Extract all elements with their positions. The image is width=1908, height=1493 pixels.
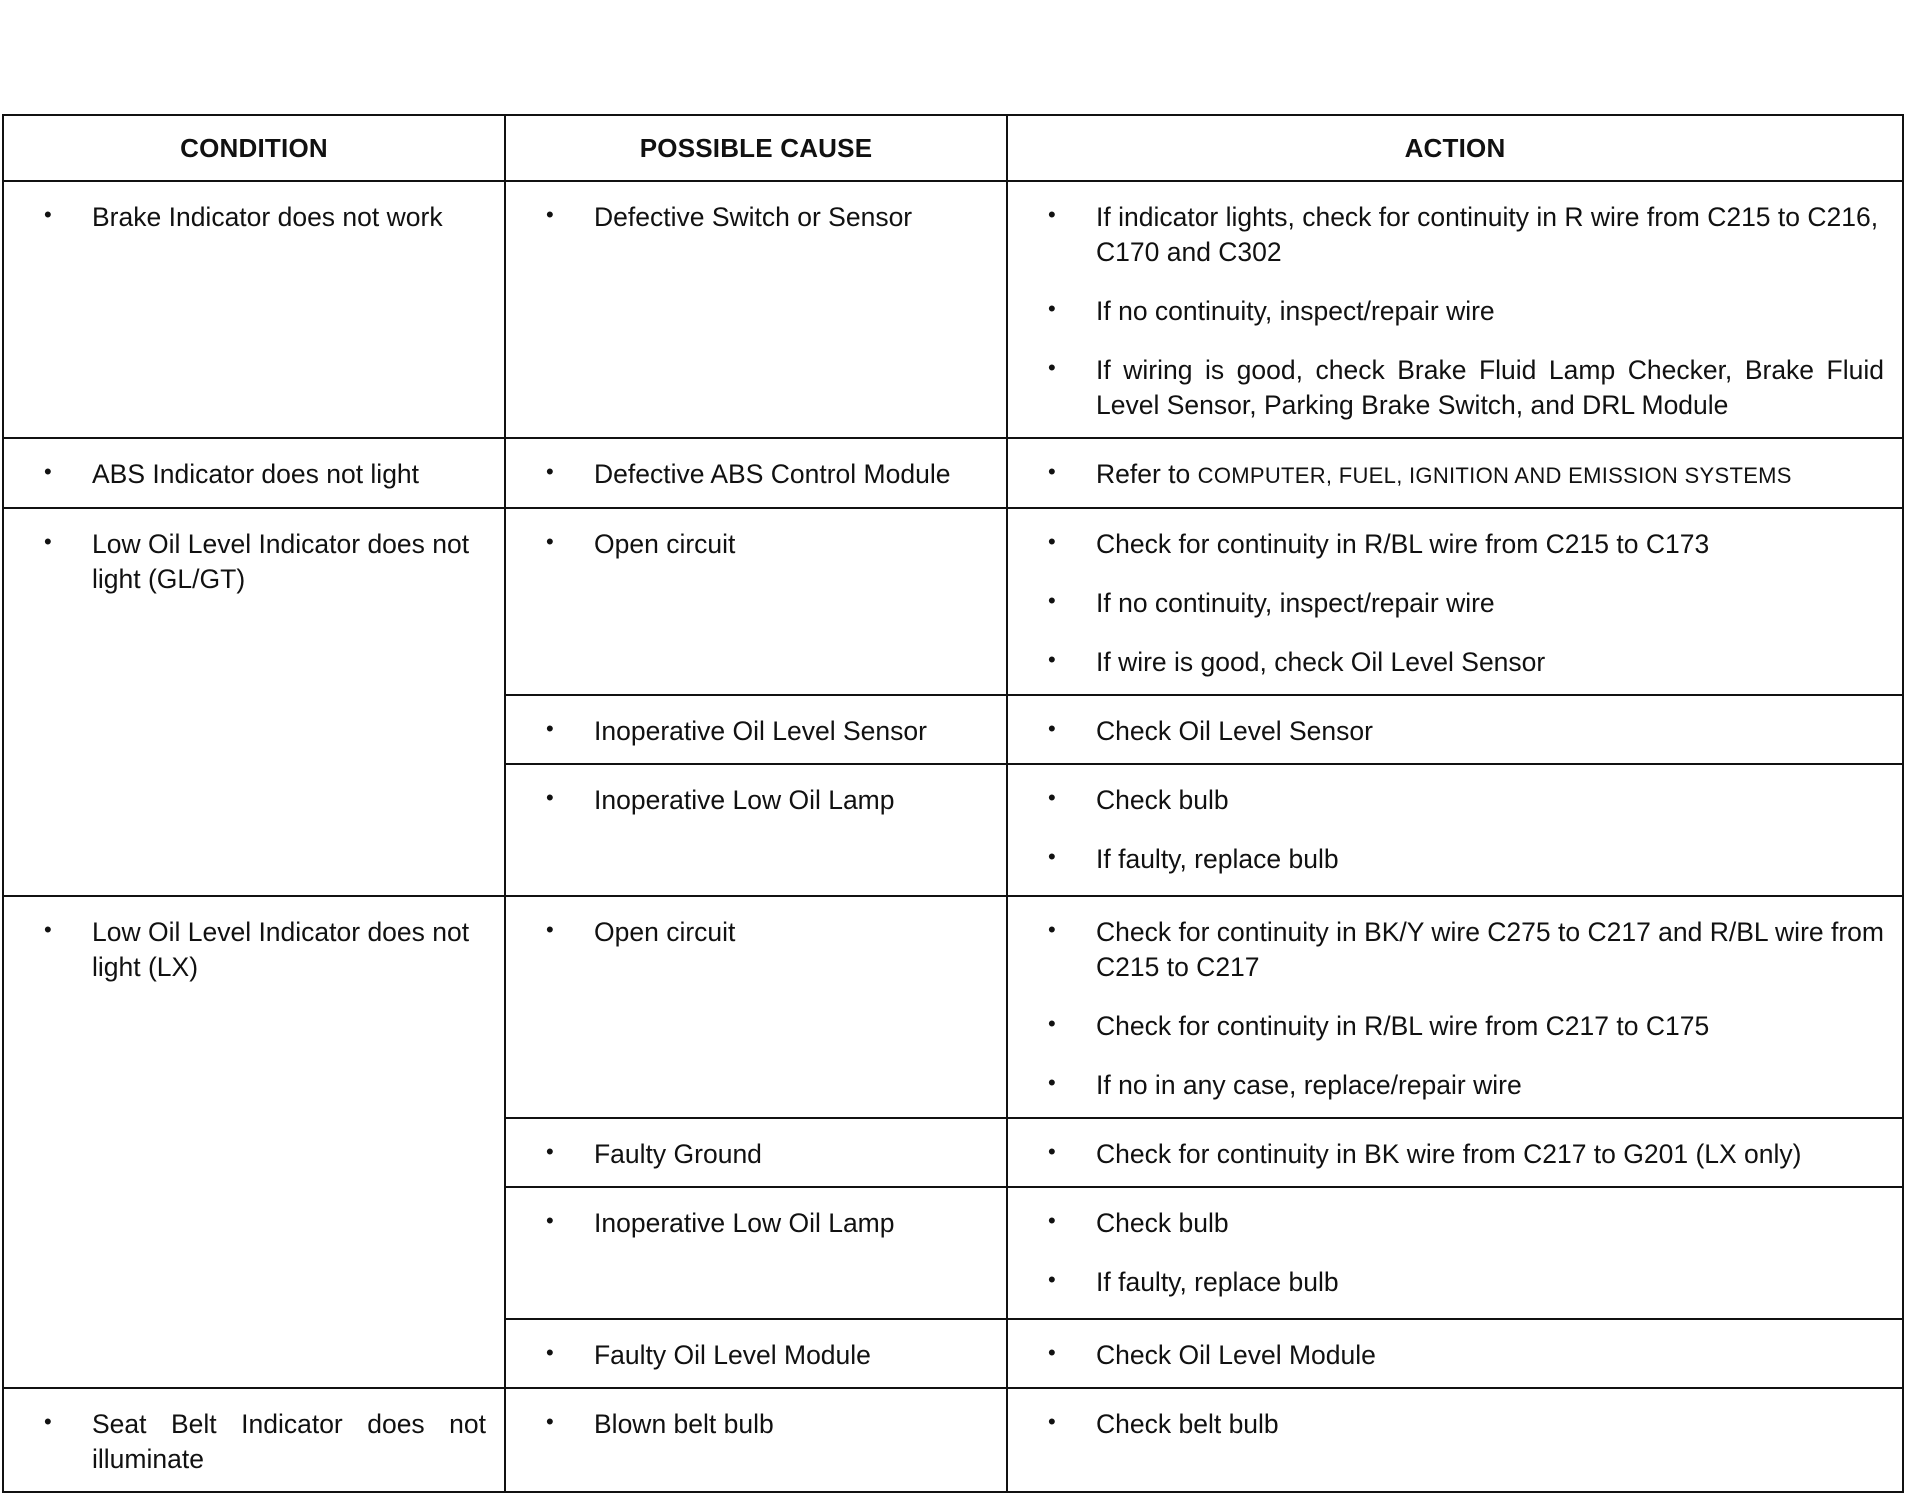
cause-cell [505, 508, 1007, 695]
cause-text: Faulty Oil Level Module [594, 1340, 871, 1370]
header-row [3, 115, 1903, 181]
action-text: Check for continuity in R/BL wire from C215 to C173 [1096, 529, 1710, 559]
bullet-icon: • [546, 1139, 554, 1164]
cause-text: Defective Switch or Sensor [594, 202, 913, 232]
bullet-icon: • [44, 529, 52, 554]
action-text: If no continuity, inspect/repair wire [1096, 296, 1495, 326]
cause-text: Defective ABS Control Module [594, 459, 951, 489]
action-text: Check Oil Level Module [1096, 1340, 1376, 1370]
condition-cell [3, 1388, 505, 1492]
bullet-icon: • [546, 202, 554, 227]
bullet-icon: • [44, 202, 52, 227]
table-row [3, 508, 1903, 695]
bullet-icon: • [546, 785, 554, 810]
cause-text: Open circuit [594, 529, 736, 559]
cause-cell [505, 764, 1007, 896]
bullet-icon: • [44, 459, 52, 484]
action-cell [1007, 508, 1903, 695]
bullet-icon: • [1048, 588, 1056, 613]
bullet-icon: • [546, 917, 554, 942]
bullet-icon: • [1048, 355, 1056, 380]
bullet-icon: • [44, 917, 52, 942]
bullet-icon: • [1048, 1070, 1056, 1095]
bullet-icon: • [1048, 459, 1056, 484]
action-text: If wire is good, check Oil Level Sensor [1096, 647, 1546, 677]
condition-text: Low Oil Level Indicator does not light (GL/GT) [92, 529, 470, 594]
bullet-icon: • [546, 1208, 554, 1233]
header-condition: CONDITION [3, 115, 505, 181]
action-text: If indicator lights, check for continuity in R wire from C215 to C216, C170 and C302 [1096, 202, 1879, 267]
condition-text: Brake Indicator does not work [92, 202, 443, 232]
bullet-icon: • [44, 1409, 52, 1434]
action-cell [1007, 1187, 1903, 1319]
table-row [3, 438, 1903, 508]
action-text: Refer to [1096, 459, 1191, 489]
cause-text: Blown belt bulb [594, 1409, 774, 1439]
condition-text: ABS Indicator does not light [92, 459, 420, 489]
action-text: Check for continuity in BK wire from C217 to G201 (LX only) [1096, 1139, 1802, 1169]
bullet-icon: • [1048, 202, 1056, 227]
condition-cell [3, 438, 505, 508]
section-reference: COMPUTER, FUEL, IGNITION AND EMISSION SYSTEMS [1197, 463, 1792, 488]
cause-text: Open circuit [594, 917, 736, 947]
bullet-icon: • [1048, 1409, 1056, 1434]
table-row [3, 181, 1903, 438]
action-cell [1007, 181, 1903, 438]
header-possible-cause: POSSIBLE CAUSE [505, 115, 1007, 181]
action-text: Check for continuity in R/BL wire from C217 to C175 [1096, 1011, 1710, 1041]
bullet-icon: • [1048, 529, 1056, 554]
action-text: Check for continuity in BK/Y wire C275 to C217 and R/BL wire from C215 to C217 [1096, 917, 1884, 982]
bullet-icon: • [546, 459, 554, 484]
cause-text: Inoperative Low Oil Lamp [594, 785, 895, 815]
bullet-icon: • [1048, 296, 1056, 321]
header-action: ACTION [1007, 115, 1903, 181]
action-text: If no in any case, replace/repair wire [1096, 1070, 1522, 1100]
cause-text: Inoperative Low Oil Lamp [594, 1208, 895, 1238]
bullet-icon: • [1048, 917, 1056, 942]
cause-cell [505, 1388, 1007, 1492]
condition-cell [3, 896, 505, 1388]
bullet-icon: • [1048, 844, 1056, 869]
bullet-icon: • [546, 529, 554, 554]
table-row [3, 1388, 1903, 1492]
action-text: Check bulb [1096, 785, 1229, 815]
action-text: Check bulb [1096, 1208, 1229, 1238]
bullet-icon: • [1048, 716, 1056, 741]
bullet-icon: • [1048, 1267, 1056, 1292]
bullet-icon: • [546, 716, 554, 741]
action-cell [1007, 1118, 1903, 1187]
action-text: If faulty, replace bulb [1096, 1267, 1339, 1297]
cause-cell [505, 1319, 1007, 1388]
action-text: Check belt bulb [1096, 1409, 1279, 1439]
action-cell [1007, 896, 1903, 1118]
action-text: Check Oil Level Sensor [1096, 716, 1373, 746]
cause-text: Faulty Ground [594, 1139, 762, 1169]
action-text: If no continuity, inspect/repair wire [1096, 588, 1495, 618]
action-cell [1007, 764, 1903, 896]
condition-text: Seat Belt Indicator does not illuminate [92, 1409, 486, 1474]
action-cell [1007, 695, 1903, 764]
cause-cell [505, 695, 1007, 764]
action-text: If wiring is good, check Brake Fluid Lamp Checker, Brake Fluid Level Sensor, Parking Brake Switch, and DRL Module [1096, 355, 1884, 420]
action-cell [1007, 1388, 1903, 1492]
action-cell [1007, 438, 1903, 508]
cause-cell [505, 1187, 1007, 1319]
condition-cell [3, 508, 505, 896]
bullet-icon: • [546, 1409, 554, 1434]
bullet-icon: • [1048, 1011, 1056, 1036]
condition-text: Low Oil Level Indicator does not light (LX) [92, 917, 470, 982]
action-text: If faulty, replace bulb [1096, 844, 1339, 874]
cause-cell [505, 896, 1007, 1118]
bullet-icon: • [1048, 1208, 1056, 1233]
cause-cell [505, 181, 1007, 438]
cause-cell [505, 1118, 1007, 1187]
cause-text: Inoperative Oil Level Sensor [594, 716, 927, 746]
condition-cell [3, 181, 505, 438]
cause-cell [505, 438, 1007, 508]
bullet-icon: • [1048, 1340, 1056, 1365]
bullet-icon: • [1048, 647, 1056, 672]
bullet-icon: • [1048, 785, 1056, 810]
diagnosis-table [2, 114, 1904, 1493]
bullet-icon: • [1048, 1139, 1056, 1164]
table-row [3, 896, 1903, 1118]
action-cell [1007, 1319, 1903, 1388]
bullet-icon: • [546, 1340, 554, 1365]
